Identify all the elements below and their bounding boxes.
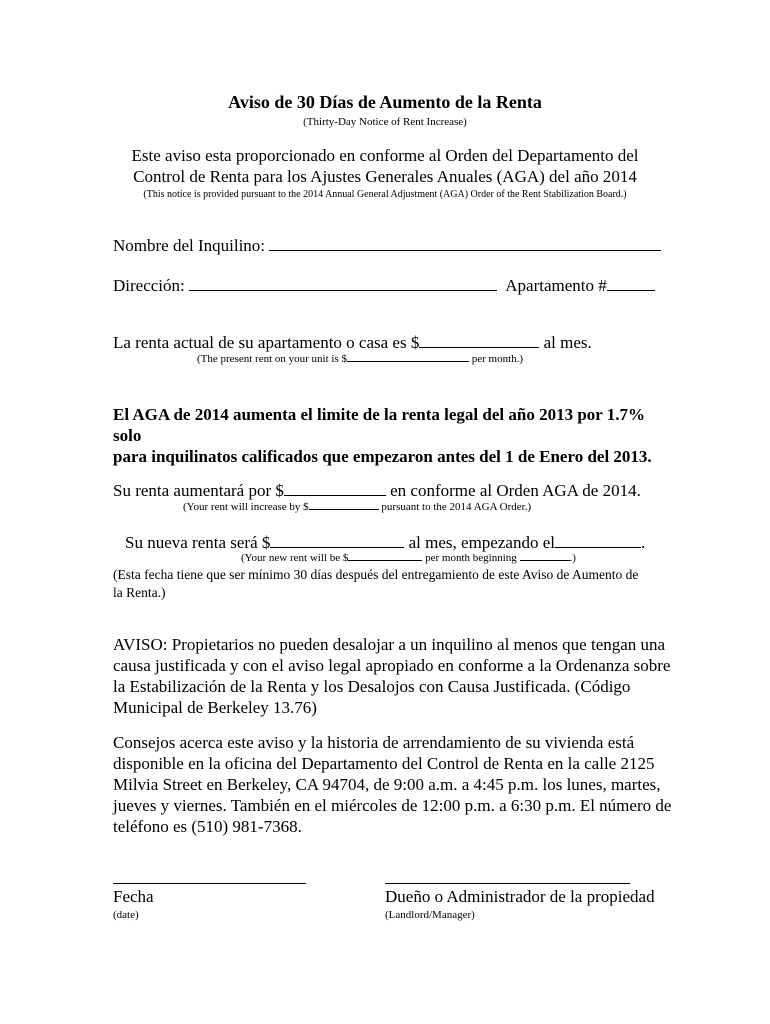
new-rent-row <box>125 533 645 553</box>
new-rent-en-date-blank <box>520 551 570 561</box>
address-field[interactable] <box>189 276 497 291</box>
date-english: (date) <box>113 909 139 921</box>
page-subtitle: (Thirty-Day Notice of Rent Increase) <box>303 116 467 128</box>
intro-paragraph <box>0 145 770 187</box>
new-rent-field[interactable] <box>270 533 404 548</box>
aga-notice-line-1: El AGA de 2014 aumenta el limite de la renta legal del año 2013 por 1.7% solo <box>113 405 646 445</box>
increase-row <box>113 481 641 501</box>
consejos-line-4: jueves y viernes. También en el miércoles de 12:00 p.m. a 6:30 p.m. El número de <box>113 796 672 815</box>
aviso-paragraph <box>113 634 673 718</box>
new-rent-prefix: Su nueva renta será $ <box>125 533 271 552</box>
address-row <box>113 276 655 296</box>
increase-en-prefix: (Your rent will increase by $ <box>183 501 309 513</box>
aviso-line-1: AVISO: Propietarios no pueden desalojar a un inquilino al menos que tengan una <box>113 635 666 654</box>
owner-label: Dueño o Administrador de la propiedad <box>385 887 655 906</box>
tenant-name-label: Nombre del Inquilino: <box>113 236 266 255</box>
new-rent-en-middle: per month beginning <box>425 552 517 564</box>
current-rent-row <box>113 333 592 353</box>
apartment-label: Apartamento # <box>505 276 607 295</box>
current-rent-field[interactable] <box>419 333 539 348</box>
current-rent-en-blank <box>347 352 469 362</box>
intro-line-1: Este aviso esta proporcionado en conforme al Orden del Departamento del <box>131 146 639 165</box>
date-signature-line[interactable] <box>113 883 306 884</box>
tenant-name-field[interactable] <box>269 236 661 251</box>
increase-english <box>183 500 531 513</box>
consejos-line-5: teléfono es (510) 981-7368. <box>113 817 302 836</box>
consejos-line-3: Milvia Street en Berkeley, CA 94704, de 9:00 a.m. a 4:45 p.m. los lunes, martes, <box>113 775 661 794</box>
aviso-line-3: la Estabilización de la Renta y los Desalojos con Causa Justificada. (Código <box>113 677 631 696</box>
current-rent-suffix: al mes. <box>543 333 592 352</box>
owner-signature-line[interactable] <box>385 883 630 884</box>
aviso-line-4: Municipal de Berkeley 13.76) <box>113 698 317 717</box>
new-rent-en-end: .) <box>569 552 576 564</box>
aviso-line-2: causa justificada y con el aviso legal apropiado en conforme a la Ordenanza sobre <box>113 656 671 675</box>
tenant-name-row <box>113 236 661 256</box>
increase-prefix: Su renta aumentará por $ <box>113 481 284 500</box>
aga-notice <box>113 404 673 467</box>
new-rent-note <box>113 566 673 602</box>
current-rent-english <box>197 352 523 365</box>
date-label: Fecha <box>113 887 154 906</box>
page-title: Aviso de 30 Días de Aumento de la Renta <box>228 92 542 112</box>
consejos-line-1: Consejos acerca este aviso y la historia de arrendamiento de su vivienda está <box>113 733 635 752</box>
new-rent-end: . <box>640 533 646 552</box>
new-rent-note-line-1: (Esta fecha tiene que ser mínimo 30 días después del entregamiento de este Aviso de Aumento de <box>113 567 639 582</box>
apartment-field[interactable] <box>607 276 655 291</box>
owner-english: (Landlord/Manager) <box>385 909 475 921</box>
current-rent-en-suffix: per month.) <box>471 353 524 365</box>
current-rent-prefix: La renta actual de su apartamento o casa es $ <box>113 333 420 352</box>
increase-suffix: en conforme al Orden AGA de 2014. <box>390 481 641 500</box>
address-label: Dirección: <box>113 276 185 295</box>
intro-line-2: Control de Renta para los Ajustes Generales Anuales (AGA) del año 2014 <box>133 167 637 186</box>
aga-notice-line-2: para inquilinatos calificados que empezaron antes del 1 de Enero del 2013. <box>113 447 652 466</box>
increase-en-suffix: pursuant to the 2014 AGA Order.) <box>381 501 532 513</box>
new-rent-middle: al mes, empezando el <box>408 533 555 552</box>
increase-en-blank <box>309 500 379 510</box>
consejos-paragraph <box>113 732 673 837</box>
intro-english: (This notice is provided pursuant to the 2014 Annual General Adjustment (AGA) Order of the Rent Stabilization Board.) <box>143 189 627 200</box>
new-rent-date-field[interactable] <box>555 533 641 548</box>
current-rent-en-prefix: (The present rent on your unit is $ <box>197 353 347 365</box>
new-rent-en-prefix: (Your new rent will be $ <box>241 552 349 564</box>
increase-field[interactable] <box>284 481 386 496</box>
new-rent-en-blank <box>348 551 422 561</box>
new-rent-note-line-2: la Renta.) <box>113 585 166 600</box>
consejos-line-2: disponible en la oficina del Departamento del Control de Renta en la calle 2125 <box>113 754 655 773</box>
new-rent-english <box>241 551 576 564</box>
